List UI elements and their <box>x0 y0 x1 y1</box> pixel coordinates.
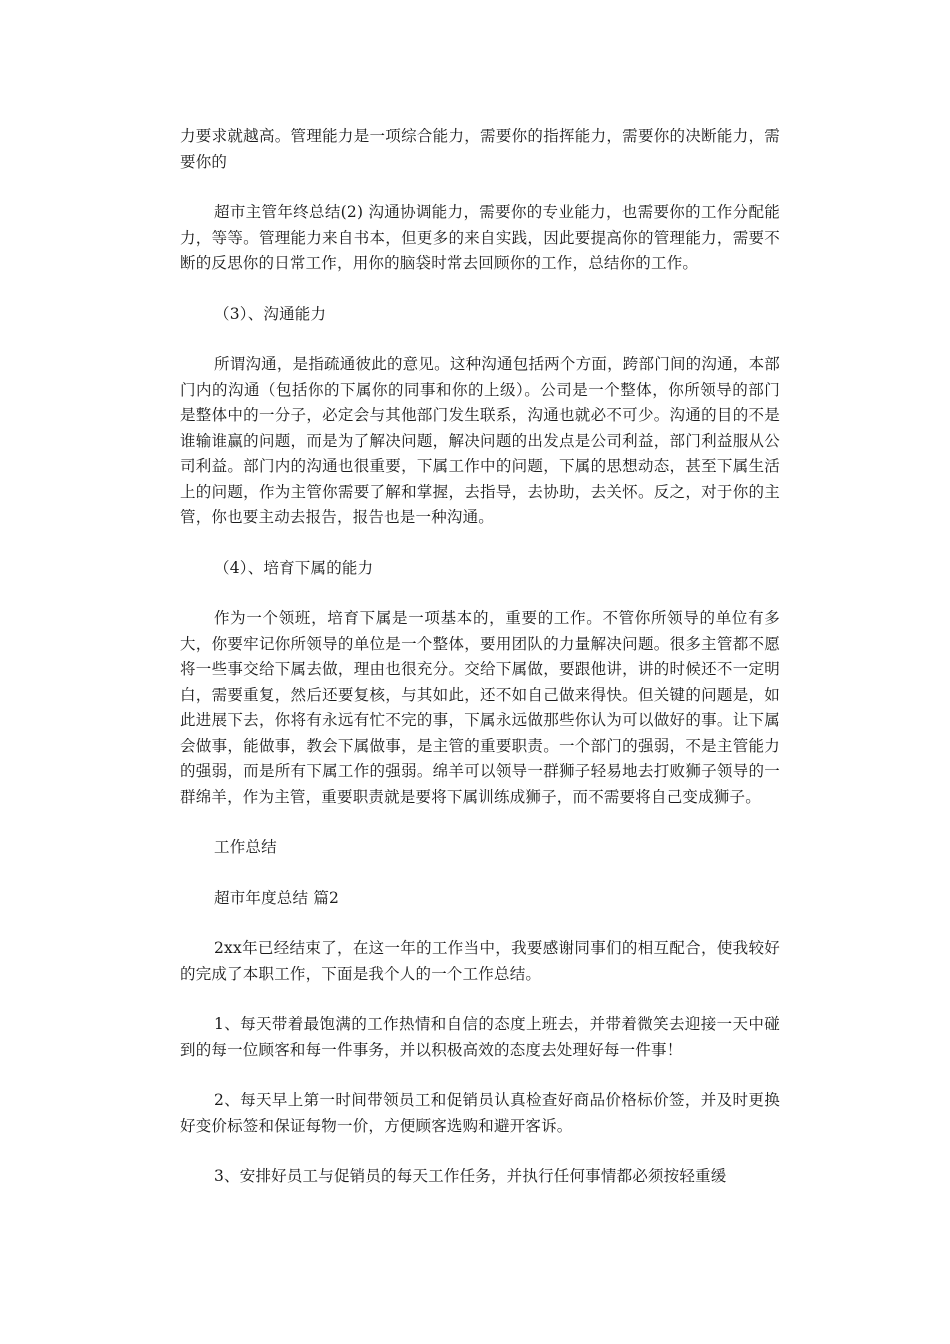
document-page <box>180 124 780 1215</box>
paragraph-coordination-ability: 超市主管年终总结(2) 沟通协调能力，需要你的专业能力，也需要你的工作分配能力，等等。管理能力来自书本，但更多的来自实践，因此要提高你的管理能力，需要不断的反思你的日常工作，用你的脑袋时常去回顾你的工作，总结你的工作。 <box>180 203 780 272</box>
list-item-2: 2、每天早上第一时间带领员工和促销员认真检查好商品价格标价签，并及时更换好变价标签和保证每物一价，方便顾客选购和避开客诉。 <box>180 1091 780 1135</box>
heading-work-summary: 工作总结 <box>214 838 277 856</box>
heading-annual-summary-part2: 超市年度总结 篇2 <box>214 888 340 907</box>
list-item-1: 1、每天带着最饱满的工作热情和自信的态度上班去，并带着微笑去迎接一天中碰到的每一位顾客和每一件事务，并以积极高效的态度去处理好每一件事！ <box>180 1015 780 1059</box>
list-item-3: 3、安排好员工与促销员的每天工作任务，并执行任何事情都必须按轻重缓 <box>214 1167 727 1185</box>
paragraph-management-ability: 力要求就越高。管理能力是一项综合能力，需要你的指挥能力，需要你的决断能力，需要你的 <box>180 127 780 171</box>
section-heading-communication: （3）、沟通能力 <box>214 304 327 323</box>
paragraph-training-subordinates: 作为一个领班，培育下属是一项基本的，重要的工作。不管你所领导的单位有多大，你要牢记你所领导的单位是一个整体，要用团队的力量解决问题。很多主管都不愿将一些事交给下属去做，理由也很充分。交给下属做，要跟他讲，讲的时候还不一定明白，需要重复，然后还要复核，与其如此，还不如自己做来得快。但关键的问题是，如此进展下去，你将有永远有忙不完的事，下属永远做那些你认为可以做好的事。让下属会做事，能做事，教会下属做事，是主管的重要职责。一个部门的强弱，不是主管能力的强弱，而是所有下属工作的强弱。绵羊可以领导一群狮子轻易地去打败狮子领导的一群绵羊，作为主管，重要职责就是要将下属训练成狮子，而不需要将自己变成狮子。 <box>180 609 780 806</box>
paragraph-year-intro: 2xx年已经结束了，在这一年的工作当中，我要感谢同事们的相互配合，使我较好的完成了本职工作，下面是我个人的一个工作总结。 <box>180 939 780 983</box>
section-heading-training-subordinates: （4）、培育下属的能力 <box>214 558 374 577</box>
paragraph-communication: 所谓沟通，是指疏通彼此的意见。这种沟通包括两个方面，跨部门间的沟通，本部门内的沟通（包括你的下属你的同事和你的上级）。公司是一个整体，你所领导的部门是整体中的一分子，必定会与其他部门发生联系，沟通也就必不可少。沟通的目的不是谁输谁赢的问题，而是为了解决问题，解决问题的出发点是公司利益，部门利益服从公司利益。部门内的沟通也很重要，下属工作中的问题，下属的思想动态，甚至下属生活上的问题，作为主管你需要了解和掌握，去指导，去协助，去关怀。反之，对于你的主管，你也要主动去报告，报告也是一种沟通。 <box>180 355 780 526</box>
